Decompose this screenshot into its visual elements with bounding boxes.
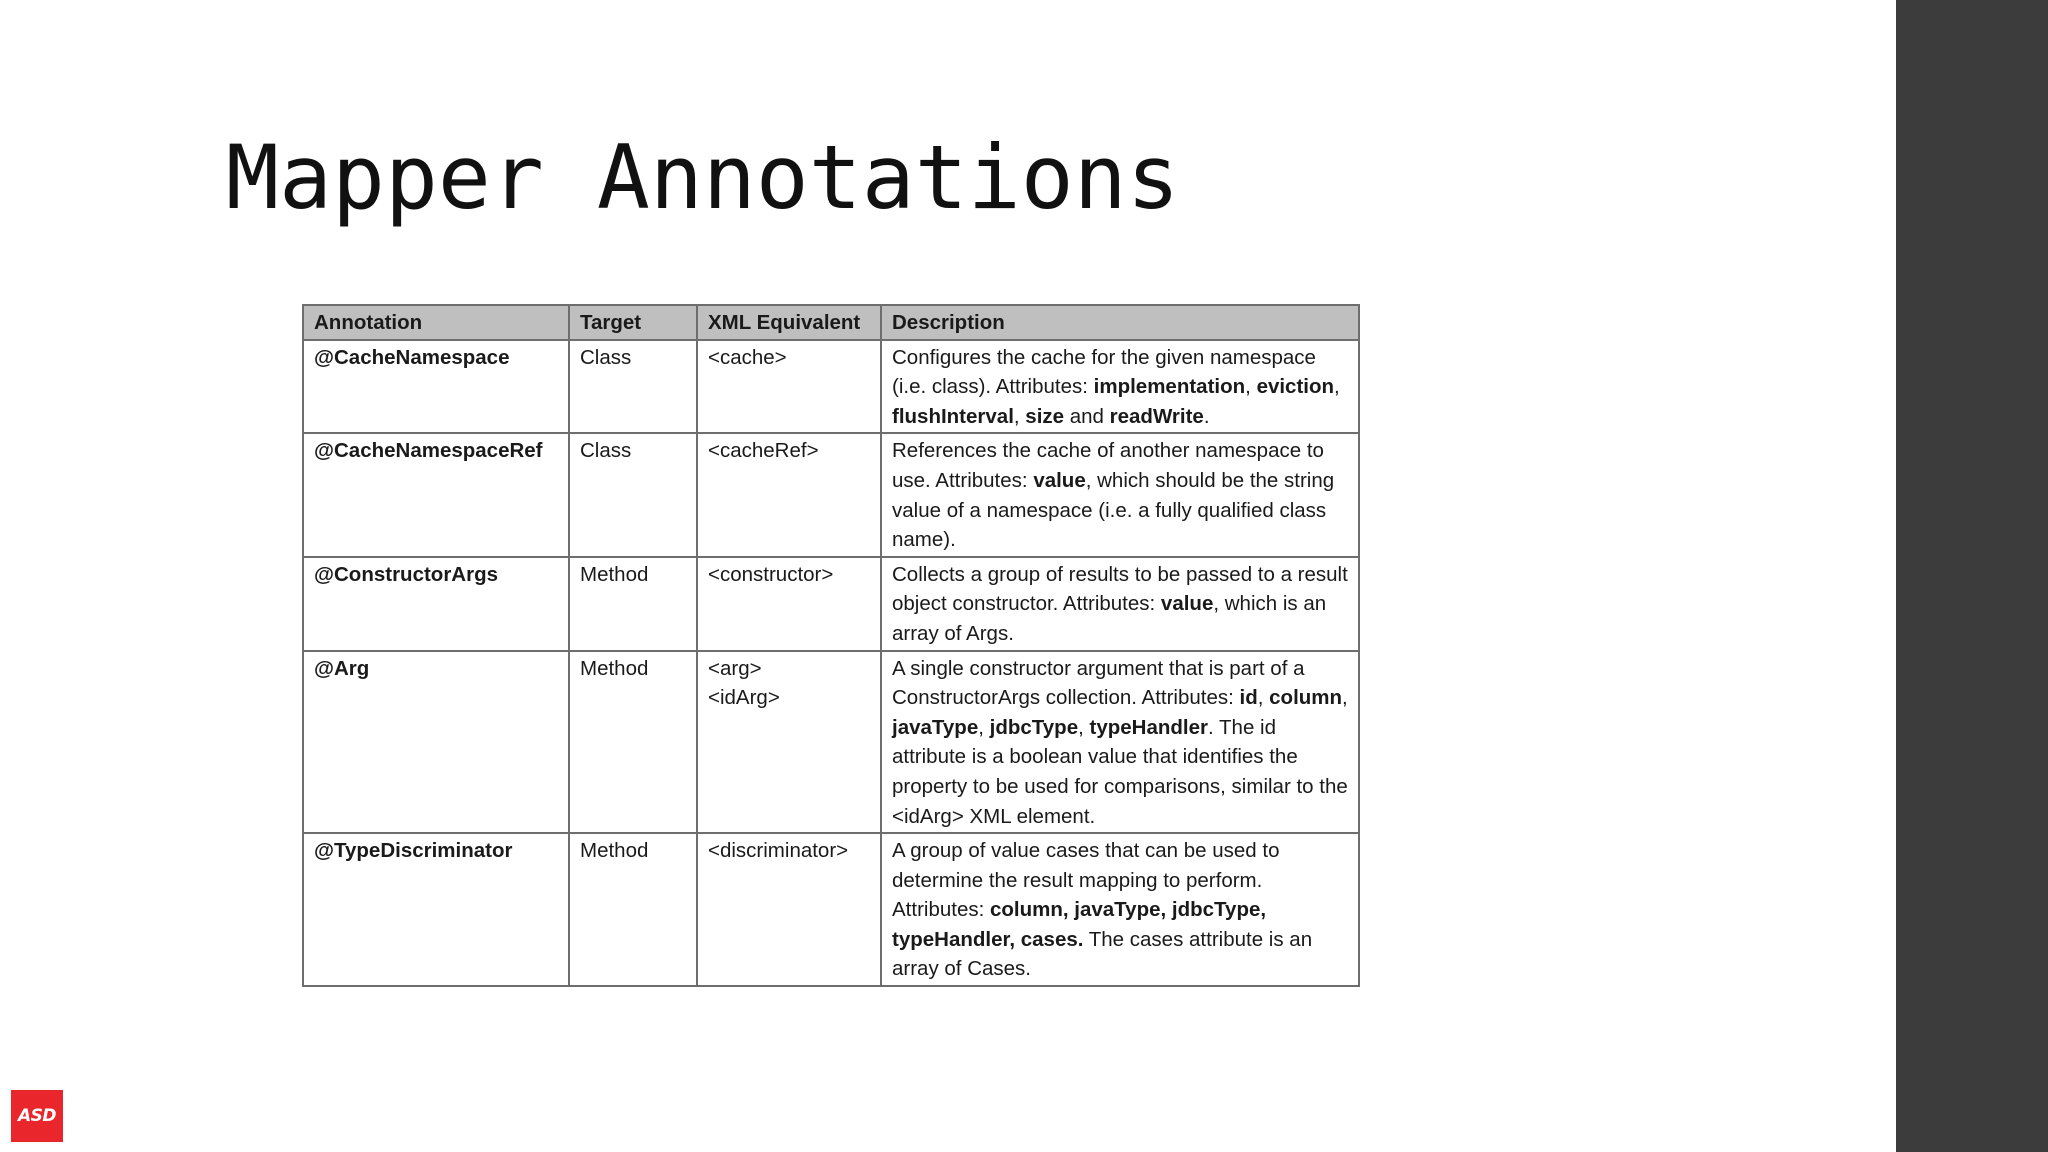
- description-cell: [881, 433, 1359, 556]
- description-text: ,: [1257, 686, 1270, 710]
- annotation-cell: @CacheNamespace: [303, 340, 569, 434]
- description-keyword: javaType: [892, 715, 979, 739]
- description-keyword: eviction: [1256, 375, 1335, 399]
- xml-equivalent-cell: [697, 833, 881, 986]
- right-sidebar-bar: [1896, 0, 2048, 1152]
- description-keyword: jdbcType: [989, 715, 1079, 739]
- description-text: . The id attribute is a boolean value that identifies the property to be used for comparisons, similar to the <idArg> XML element.: [892, 715, 1348, 828]
- description-text: ,: [978, 715, 990, 739]
- description-text: ,: [1334, 375, 1340, 399]
- xml-tag: <arg>: [708, 656, 762, 680]
- annotation-cell: @CacheNamespaceRef: [303, 433, 569, 556]
- description-keyword: size: [1025, 404, 1065, 428]
- description-keyword: readWrite: [1109, 404, 1204, 428]
- target-cell: Method: [569, 557, 697, 651]
- xml-equivalent-cell: [697, 651, 881, 834]
- annotation-cell: @ConstructorArgs: [303, 557, 569, 651]
- table-row: [303, 833, 1359, 986]
- xml-tag: <discriminator>: [708, 839, 849, 863]
- description-keyword: column: [1269, 686, 1343, 710]
- description-keyword: flushInterval: [892, 404, 1014, 428]
- target-cell: Method: [569, 833, 697, 986]
- xml-equivalent-cell: [697, 433, 881, 556]
- column-header-description: Description: [881, 305, 1359, 340]
- xml-equivalent-cell: [697, 557, 881, 651]
- asd-logo: [11, 1090, 63, 1142]
- column-header-annotation: Annotation: [303, 305, 569, 340]
- description-keyword: id: [1239, 686, 1258, 710]
- description-text: References the cache of another namespace to use. Attributes:: [892, 439, 1324, 492]
- description-text: ,: [1342, 686, 1348, 710]
- table-row: [303, 340, 1359, 434]
- description-text: A single constructor argument that is part of a ConstructorArgs collection. Attributes:: [892, 656, 1305, 710]
- description-keyword: typeHandler: [1089, 715, 1208, 739]
- annotation-cell: @TypeDiscriminator: [303, 833, 569, 986]
- description-cell: [881, 651, 1359, 834]
- xml-equivalent-cell: [697, 340, 881, 434]
- logo-text: ASD: [17, 1106, 56, 1126]
- description-text: .: [1203, 404, 1210, 428]
- target-cell: Class: [569, 433, 697, 556]
- description-keyword: implementation: [1093, 375, 1246, 399]
- target-cell: Class: [569, 340, 697, 434]
- target-cell: Method: [569, 651, 697, 834]
- xml-tag: <cacheRef>: [708, 439, 819, 463]
- table-row: [303, 433, 1359, 556]
- description-text: ,: [1078, 715, 1090, 739]
- table-row: [303, 651, 1359, 834]
- xml-tag: <cache>: [708, 345, 787, 369]
- annotation-cell: @Arg: [303, 651, 569, 834]
- description-text: The cases attribute is an array of Cases.: [892, 927, 1313, 981]
- description-keyword: column, javaType, jdbcType, typeHandler, cases.: [892, 898, 1267, 951]
- description-keyword: value: [1033, 468, 1086, 492]
- annotations-table: [302, 304, 1360, 987]
- xml-tag: <constructor>: [708, 562, 834, 586]
- description-cell: [881, 833, 1359, 986]
- description-cell: [881, 557, 1359, 651]
- xml-tag: <idArg>: [708, 686, 780, 710]
- column-header-xml-equivalent: XML Equivalent: [697, 305, 881, 340]
- description-text: ,: [1245, 375, 1257, 399]
- slide-title: Mapper Annotations: [226, 126, 1180, 229]
- table-header-row: [303, 305, 1359, 340]
- description-keyword: value: [1160, 592, 1214, 616]
- description-cell: [881, 340, 1359, 434]
- description-text: Collects a group of results to be passed to a result object constructor. Attributes:: [892, 562, 1348, 616]
- table-row: [303, 557, 1359, 651]
- description-text: , which is an array of Args.: [892, 592, 1327, 645]
- column-header-target: Target: [569, 305, 697, 340]
- description-text: Configures the cache for the given namespace (i.e. class). Attributes:: [892, 345, 1316, 399]
- table-body: [303, 340, 1359, 986]
- description-text: and: [1064, 404, 1110, 428]
- description-text: ,: [1013, 404, 1026, 428]
- description-text: A group of value cases that can be used to determine the result mapping to perform. Attributes:: [892, 839, 1280, 922]
- description-text: , which should be the string value of a namespace (i.e. a fully qualified class name).: [892, 468, 1335, 552]
